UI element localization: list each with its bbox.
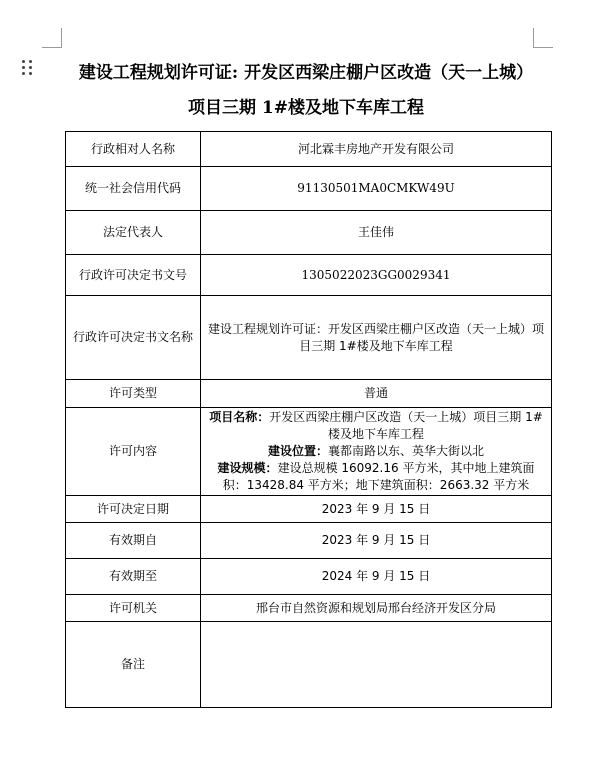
row-value: 普通 xyxy=(201,380,552,408)
project-name-label: 项目名称： xyxy=(209,410,270,424)
document-title-line-1: 建设工程规划许可证: 开发区西梁庄棚户区改造（天一上城） xyxy=(78,63,534,83)
table-row xyxy=(66,559,552,595)
row-value: 王佳伟 xyxy=(201,211,552,255)
row-value: 2023 年 9 月 15 日 xyxy=(201,523,552,559)
row-label: 行政许可决定书文号 xyxy=(66,255,201,296)
row-label: 法定代表人 xyxy=(66,211,201,255)
row-label: 行政相对人名称 xyxy=(66,132,201,167)
permit-content-cell xyxy=(201,408,552,496)
crop-mark-top-left-vertical xyxy=(61,28,62,48)
row-label: 有效期自 xyxy=(66,523,201,559)
table-row xyxy=(66,380,552,408)
row-value: 2024 年 9 月 15 日 xyxy=(201,559,552,595)
table-row xyxy=(66,296,552,380)
row-value: 邢台市自然资源和规划局邢台经济开发区分局 xyxy=(201,595,552,622)
table-row xyxy=(66,167,552,211)
table-row xyxy=(66,132,552,167)
row-label: 许可内容 xyxy=(66,408,201,496)
table-row xyxy=(66,595,552,622)
row-label: 许可决定日期 xyxy=(66,496,201,523)
row-label: 许可机关 xyxy=(66,595,201,622)
row-value: 2023 年 9 月 15 日 xyxy=(201,496,552,523)
table-row xyxy=(66,496,552,523)
row-label: 行政许可决定书文名称 xyxy=(66,296,201,380)
table-row xyxy=(66,211,552,255)
permit-content xyxy=(205,409,547,494)
row-value: 建设工程规划许可证：开发区西梁庄棚户区改造（天一上城）项目三期 1#楼及地下车库工程 xyxy=(201,296,552,380)
row-value: 1305022023GG0029341 xyxy=(201,255,552,296)
row-label: 备注 xyxy=(66,622,201,708)
table-row xyxy=(66,523,552,559)
table-row xyxy=(66,408,552,496)
remarks-value xyxy=(201,622,552,708)
crop-mark-top-left-horizontal xyxy=(42,47,62,48)
scale-label: 建设规模： xyxy=(217,461,278,475)
permit-table xyxy=(65,131,552,708)
row-label: 许可类型 xyxy=(66,380,201,408)
project-name-value: 开发区西梁庄棚户区改造（天一上城）项目三期 1#楼及地下车库工程 xyxy=(269,410,543,441)
location-label: 建设位置： xyxy=(267,444,328,458)
row-label: 有效期至 xyxy=(66,559,201,595)
scale-value: 建设总规模 16092.16 平方米，其中地上建筑面积：13428.84 平方米；地下建筑面积：2663.32 平方米 xyxy=(222,461,535,492)
table-row xyxy=(66,622,552,708)
table-row xyxy=(66,255,552,296)
row-label: 统一社会信用代码 xyxy=(66,167,201,211)
document-title-line-2: 项目三期 1#楼及地下车库工程 xyxy=(188,98,424,118)
row-value: 河北霖丰房地产开发有限公司 xyxy=(201,132,552,167)
crop-mark-top-right-vertical xyxy=(533,28,534,48)
drag-handle-icon[interactable] xyxy=(22,60,36,78)
crop-mark-top-right-horizontal xyxy=(533,47,553,48)
location-value: 襄都南路以东、英华大街以北 xyxy=(328,444,485,458)
row-value: 91130501MA0CMKW49U xyxy=(201,167,552,211)
